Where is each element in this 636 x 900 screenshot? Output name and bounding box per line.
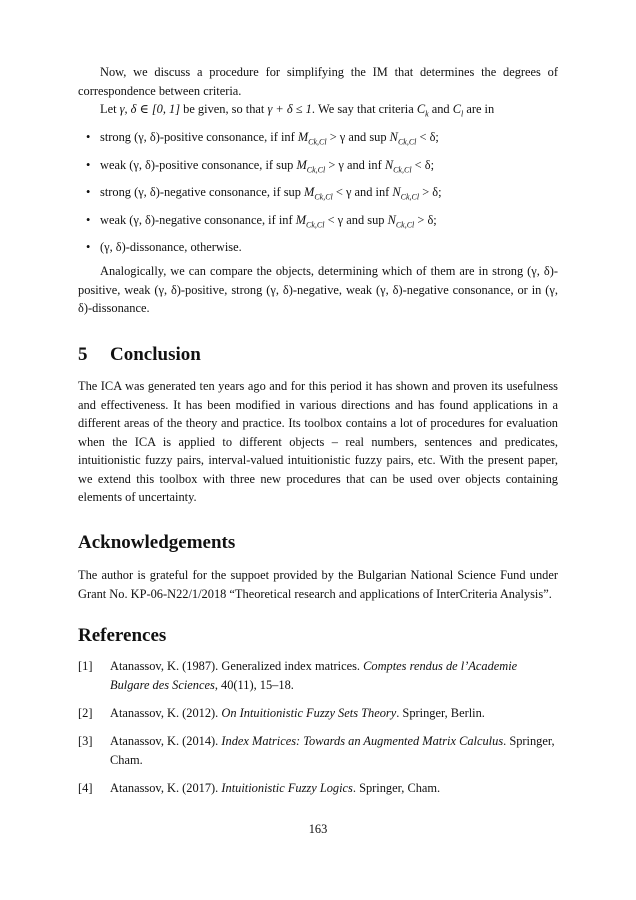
section-heading-references: References	[78, 625, 167, 646]
section-heading-acknowledgements: Acknowledgements	[78, 532, 236, 553]
math-sum-constraint: γ + δ ≤ 1	[267, 102, 312, 116]
math-gamma-delta-range: γ, δ ∈ [0, 1]	[119, 102, 181, 116]
bullet-icon: •	[86, 185, 91, 199]
reference-item: [2] Atanassov, K. (2012). On Intuitionistic Fuzzy Sets Theory. Springer, Berlin.	[78, 706, 485, 720]
bullet-icon: •	[86, 130, 91, 144]
section-heading-conclusion: 5 Conclusion	[78, 344, 201, 365]
bullet-icon: •	[86, 212, 91, 227]
bullet-icon: •	[86, 240, 91, 254]
analogical-paragraph: Analogically, we can compare the objects, determining which of them are in strong (γ, δ)-positive, weak (γ, δ)-positive, strong (γ, δ)-negative, weak (γ, δ)-negative consonance, or in (γ, δ)-dissonance.	[78, 264, 558, 315]
page-number: 163	[308, 822, 328, 836]
conclusion-paragraph: The ICA was generated ten years ago and for this period it has shown and proven its usefulness and effectiveness. It has been modified in various directions and has found applications in a different areas of the theory and practice. Its toolbox contains a lot of procedures for evaluation when the ICA is applied to different objects – real numbers, sentences and predicates, intuitionistic fuzzy pairs, interval-valued intuitionistic fuzzy pairs, etc. With the present paper, we extend this toolbox with three new procedures that can be used over objects containing elements of uncertainty.	[78, 379, 558, 504]
list-item: • strong (γ, δ)-positive consonance, if inf $M_{Ck,Cl} > \gamma$ and sup $N_{Ck,Cl} < \delta$;	[86, 130, 439, 147]
acknowledgements-paragraph: The author is grateful for the suppoet provided by the Bulgarian National Science Fund under Grant No. KP-06-N22/1/2018 “Theoretical research and applications of InterCriteria Analysis”.	[78, 568, 558, 601]
intro-paragraph: Now, we discuss a procedure for simplifying the IM that determines the degrees of correspondence between criteria.	[78, 65, 558, 98]
consonance-list	[78, 128, 558, 266]
list-item: • weak (γ, δ)-positive consonance, if sup $M_{Ck,Cl} > \gamma$ and inf $N_{Ck,Cl} < \delta$;	[86, 157, 435, 174]
list-item: • weak (γ, δ)-negative consonance, if inf $M_{Ck,Cl} < \gamma$ and sup $N_{Ck,Cl} > \delta$;	[86, 212, 437, 229]
list-item: • strong (γ, δ)-negative consonance, if sup $M_{Ck,Cl} < \gamma$ and inf $N_{Ck,Cl} > \delta$;	[86, 185, 442, 202]
reference-item: [4] Atanassov, K. (2017). Intuitionistic Fuzzy Logics. Springer, Cham.	[78, 781, 441, 795]
reference-item: [3] Atanassov, K. (2014). Index Matrices: Towards an Augmented Matrix Calculus. Springer, Cham.	[78, 734, 555, 767]
list-item: • (γ, δ)-dissonance, otherwise.	[86, 240, 242, 254]
reference-item: [1] Atanassov, K. (1987). Generalized index matrices. Comptes rendus de l’Academie Bulgare des Sciences, 40(11), 15–18.	[78, 659, 518, 692]
references-list	[78, 657, 558, 807]
bullet-icon: •	[86, 157, 91, 172]
definition-paragraph: Let γ, δ ∈ [0, 1] be given, so that γ + δ ≤ 1. We say that criteria $C_k$ and $C_l$ are in	[100, 102, 495, 119]
